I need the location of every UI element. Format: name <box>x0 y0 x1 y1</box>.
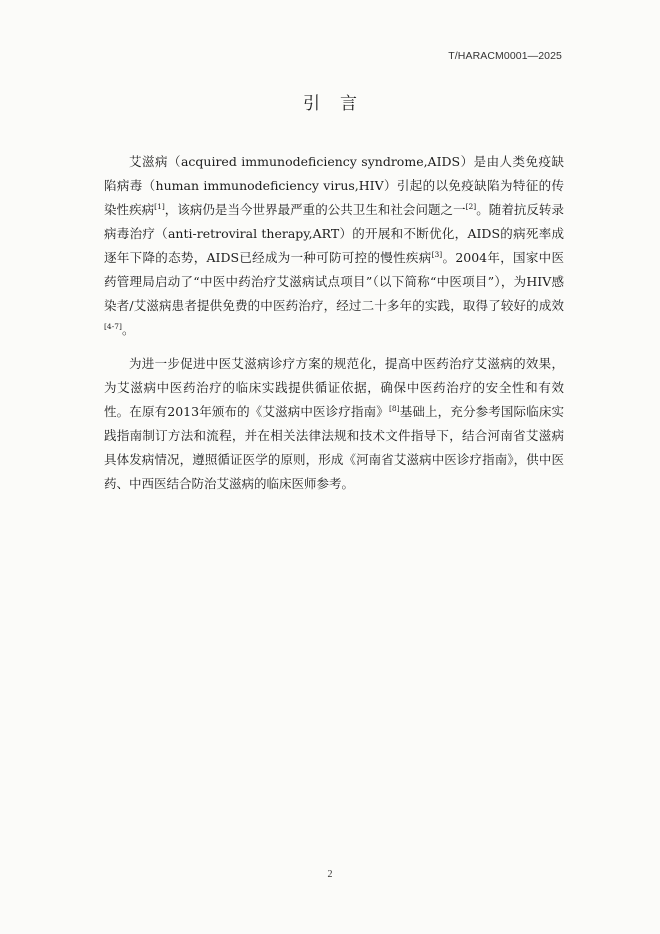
citation-ref: [8] <box>388 404 400 413</box>
paragraph-guideline-purpose <box>104 352 564 496</box>
paragraph-aids-background <box>104 150 564 342</box>
document-code: T/HARACM0001—2025 <box>448 50 562 62</box>
text-segment: 。2004年，国家中医药管理局启动了“中医中药治疗艾滋病试点项目”（以下简称“中医项目”），为HIV感染者/艾滋病患者提供免费的中医药治疗，经过二十多年的实践，取得了较好的成效 <box>104 250 564 313</box>
text-segment: ，该病仍是当今世界最严重的公共卫生和社会问题之一 <box>164 202 466 217</box>
document-body <box>104 150 564 496</box>
text-segment: 基础上，充分参考国际临床实践指南制订方法和流程，并在相关法律法规和技术文件指导下，结合河南省艾滋病具体发病情况，遵照循证医学的原则，形成《河南省艾滋病中医诊疗指南》，供中医药、中西医结合防治艾滋病的临床医师参考。 <box>104 404 564 491</box>
citation-ref: [4-7] <box>104 322 122 331</box>
text-segment: 。 <box>121 322 135 337</box>
text-segment: 。随着抗反转录病毒治疗（anti-retroviral therapy,ART）的开展和不断优化，AIDS的病死率成逐年下降的态势，AIDS已经成为一种可防可控的慢性疾病 <box>104 202 564 265</box>
page-title: 引言 <box>303 94 377 114</box>
citation-ref: [3] <box>431 250 443 259</box>
page-number: 2 <box>327 869 333 880</box>
citation-ref: [2] <box>465 202 477 211</box>
text-segment: 为进一步促进中医艾滋病诊疗方案的规范化，提高中医药治疗艾滋病的效果，为艾滋病中医药治疗的临床实践提供循证依据，确保中医药治疗的安全性和有效性。在原有2013年颁布的《艾滋病中医诊疗指南》 <box>104 356 564 419</box>
text-segment: 艾滋病（acquired immunodeficiency syndrome,AIDS）是由人类免疫缺陷病毒（human immunodeficiency virus,HIV）引起的以免疫缺陷为特征的传染性疾病 <box>104 154 564 217</box>
citation-ref: [1] <box>154 202 165 211</box>
